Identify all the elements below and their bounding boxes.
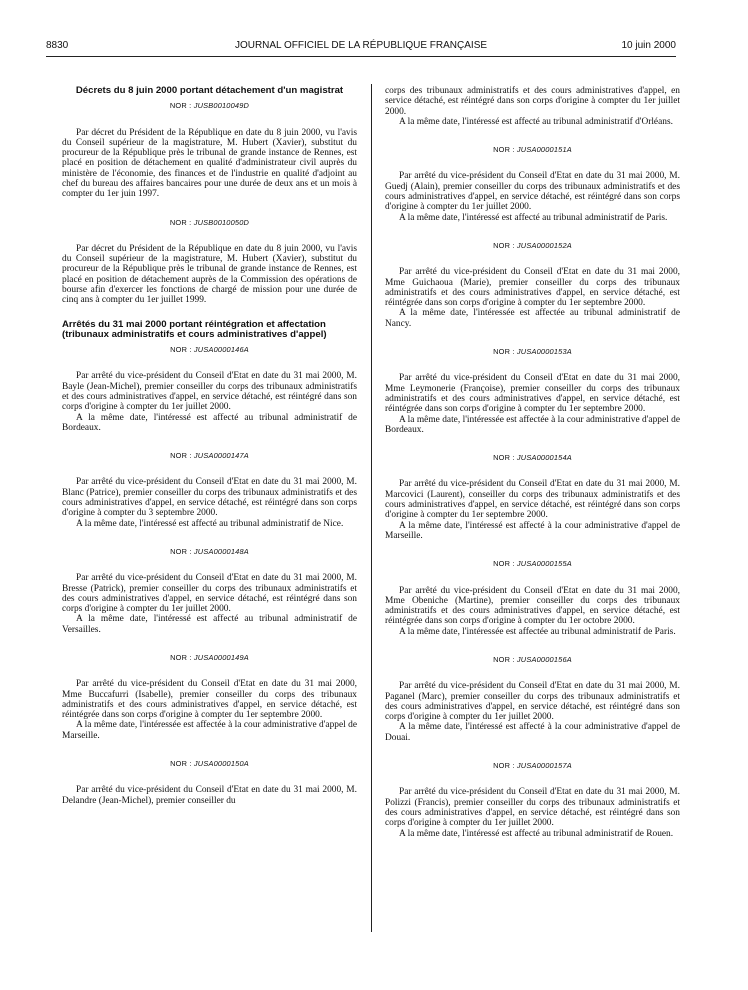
nor-reference: NOR : JUSB0010049D [169,101,250,111]
nor-reference: NOR : JUSA0000152A [493,240,572,250]
left-column [62,86,357,806]
arrete-paragraph: Par arrêté du vice-président du Conseil d'Etat en date du 31 mai 2000, M. Bayle (Jean-Michel), premier conseiller du corps des tribunaux administratifs et des cours administratives d'appel, en service détaché, est réintégré dans son corps d'origine à compter du 1er juillet 2000. [62,371,357,413]
assignment-paragraph: A la même date, l'intéressée est affectée au tribunal administratif de Paris. [399,626,676,637]
nor-reference: NOR : JUSA0000147A [170,451,249,461]
assignment-paragraph: A la même date, l'intéressé est affecté à la cour administrative d'appel de Douai. [385,722,680,743]
nor-reference: NOR : JUSA0000149A [170,653,249,662]
issue-date: 10 juin 2000 [621,40,676,51]
decree-paragraph: Par décret du Président de la République en date du 8 juin 2000, vu l'avis du Conseil supérieur de la magistrature, M. Hubert (Xavier), substitut du procureur de la République près le tribunal de grande instance de Rennes, est placé en position de détachement auprès de la Commission des opérations de bourse afin d'exercer les fonctions de chargé de mission pour une durée de cinq ans à compter du 1er juillet 1999. [62,243,357,306]
arrete-paragraph: Par arrêté du vice-président du Conseil d'Etat en date du 31 mai 2000, M. Blanc (Patrice), premier conseiller du corps des tribunaux administratifs et des cours administratives d'appel, en service détaché, est réintégré dans son corps d'origine à compter du 3 septembre 2000. [62,477,357,519]
nor-reference: NOR : JUSA0000156A [493,654,572,664]
page-number: 8830 [46,40,69,51]
arrete-paragraph: Par arrêté du vice-président du Conseil d'Etat en date du 31 mai 2000, M. Guedj (Alain), premier conseiller du corps des tribunaux administratifs et des cours administratives d'appel, en service détaché, est réintégré dans son corps d'origine à compter du 1er juillet 2000. [385,171,680,213]
assignment-paragraph: A la même date, l'intéressé est affecté à la cour administrative d'appel de Marseille. [385,520,680,541]
arrete-paragraph: Par arrêté du vice-président du Conseil d'Etat en date du 31 mai 2000, M. Delandre (Jean-Michel), premier conseiller du [62,785,357,806]
arrete-paragraph: Par arrêté du vice-président du Conseil d'Etat en date du 31 mai 2000, Mme Leymonerie (Françoise), premier conseiller du corps des tribunaux administratifs et des cours administratives d'appel, en service détaché, est réintégrée dans son corps d'origine à compter du 1er septembre 2000. [385,373,680,415]
arrete-paragraph: Par arrêté du vice-président du Conseil d'Etat en date du 31 mai 2000, Mme Guichaoua (Marie), premier conseiller du corps des tribunaux administratifs et des cours administratives d'appel, en service détaché, est réintégrée dans son corps d'origine à compter du 1er septembre 2000. [385,267,680,309]
assignment-paragraph: A la même date, l'intéressé est affecté au tribunal administratif de Paris. [399,212,668,223]
page-header [46,40,676,54]
arrete-paragraph: Par arrêté du vice-président du Conseil d'Etat en date du 31 mai 2000, M. Marcovici (Laurent), conseiller du corps des tribunaux administratifs et des cours administratives d'appel, en service détaché, est réintégré dans son corps d'origine à compter du 1er septembre 2000. [385,479,680,521]
arrete-paragraph: Par arrêté du vice-président du Conseil d'Etat en date du 31 mai 2000, M. Bresse (Patrick), premier conseiller du corps des tribunaux administratifs et des cours administratives d'appel, en service détaché, est réintégré dans son corps d'origine à compter du 1er juillet 2000. [62,573,357,615]
section-title-detachement: Décrets du 8 juin 2000 portant détachement d'un magistrat [75,85,344,96]
nor-reference: NOR : JUSA0000157A [493,761,572,771]
section-title-reintegration: Arrêtés du 31 mai 2000 portant réintégration et affectation (tribunaux administratifs et cours administratives d'appel) [62,318,327,340]
arrete-paragraph: Par arrêté du vice-président du Conseil d'Etat en date du 31 mai 2000, M. Paganel (Marc), premier conseiller du corps des tribunaux administratifs et des cours administratives d'appel, en service détaché, est réintégré dans son corps d'origine à compter du 1er juillet 2000. [385,681,680,723]
nor-reference: NOR : JUSA0000148A [170,546,249,556]
journal-title: JOURNAL OFFICIEL DE LA RÉPUBLIQUE FRANÇAISE [234,40,488,51]
decree-paragraph: Par décret du Président de la République en date du 8 juin 2000, vu l'avis du Conseil supérieur de la magistrature, M. Hubert (Xavier), substitut du procureur de la République près le tribunal de grande instance de Rennes, est placé en position de détachement en qualité d'administrateur civil auprès du ministère de l'économie, des finances et de l'industrie en qualité d'adjoint au chef du bureau des affaires bancaires pour une durée de deux ans et un mois à compter du 1er juin 1997. [62,127,357,200]
nor-reference: NOR : JUSB0010050D [169,217,250,227]
assignment-paragraph: A la même date, l'intéressée est affectée au tribunal administratif de Nancy. [385,308,680,329]
assignment-paragraph: A la même date, l'intéressé est affecté au tribunal administratif de Nice. [76,518,344,529]
nor-reference: NOR : JUSA0000154A [493,453,572,463]
header-rule [46,56,676,57]
nor-reference: NOR : JUSA0000155A [493,559,572,569]
assignment-paragraph: A la même date, l'intéressé est affecté au tribunal administratif de Versailles. [62,614,357,635]
nor-reference: NOR : JUSA0000146A [170,345,249,355]
nor-reference: NOR : JUSA0000151A [493,145,572,155]
nor-reference: NOR : JUSA0000150A [170,759,249,769]
assignment-paragraph: A la même date, l'intéressé est affecté au tribunal administratif d'Orléans. [399,116,673,127]
assignment-paragraph: A la même date, l'intéressé est affecté au tribunal administratif de Bordeaux. [62,412,357,433]
right-column [385,86,680,839]
column-divider [371,84,372,932]
arrete-paragraph: Par arrêté du vice-président du Conseil d'Etat en date du 31 mai 2000, Mme Obeniche (Martine), premier conseiller du corps des tribunaux administratifs et des cours administratives d'appel, en service détaché, est réintégrée dans son corps d'origine à compter du 1er octobre 2000. [385,585,680,627]
nor-reference: NOR : JUSA0000153A [493,347,572,357]
assignment-paragraph: A la même date, l'intéressé est affecté au tribunal administratif de Rouen. [399,828,674,839]
assignment-paragraph: A la même date, l'intéressée est affectée à la cour administrative d'appel de Bordeaux. [385,414,680,435]
arrete-paragraph: Par arrêté du vice-président du Conseil d'Etat en date du 31 mai 2000, Mme Buccafurri (Isabelle), premier conseiller du corps des tribunaux administratifs et des cours administratives d'appel, en service détaché, est réintégrée dans son corps d'origine à compter du 1er septembre 2000. [62,679,357,721]
assignment-paragraph: A la même date, l'intéressée est affectée à la cour administrative d'appel de Marseille. [62,720,357,741]
arrete-paragraph: Par arrêté du vice-président du Conseil d'Etat en date du 31 mai 2000, M. Polizzi (Francis), premier conseiller du corps des tribunaux administratifs et des cours administratives d'appel, en service détaché, est réintégré dans son corps d'origine à compter du 1er juillet 2000. [385,787,680,829]
arrete-continuation: corps des tribunaux administratifs et des cours administratives d'appel, en service détaché, est réintégré dans son corps d'origine à compter du 1er juillet 2000. [385,86,680,117]
